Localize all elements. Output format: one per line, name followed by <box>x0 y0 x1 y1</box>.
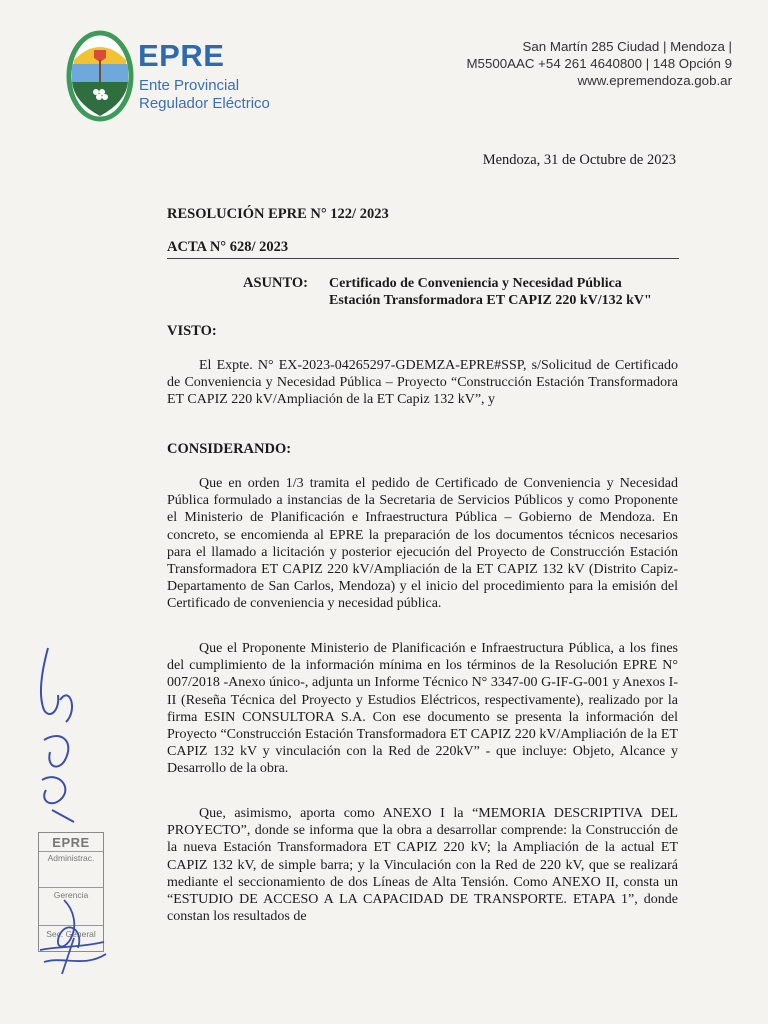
asunto-text <box>329 275 652 309</box>
considerando-paragraph-2: Que el Proponente Ministerio de Planificación e Infraestructura Pública, a los fines del cumplimiento de la información mínima en los términos de la Resolución EPRE N° 007/2018 -Anexo único-, adjunta un Informe Técnico N° 3347-00 G-IF-G-001 y Anexos I-II (Reseña Técnica del Proyecto y Estudios Eléctricos, respectivamente), realizado por la firma ESIN CONSULTORA S.A. Con ese documento se presenta la información del Proyecto “Construcción Estación Transformadora ET CAPIZ 220 kV/Ampliación de la ET CAPIZ 132 kV y vinculación con la Red de 220kV” - que incluye: Objeto, Alcance y Desarrollo de la obra. <box>167 641 678 777</box>
asunto-line2: Estación Transformadora ET CAPIZ 220 kV/132 kV" <box>329 293 652 308</box>
brand-name: EPRE <box>138 38 225 73</box>
resolution-number: RESOLUCIÓN EPRE N° 122/ 2023 <box>167 206 389 222</box>
considerando-paragraph-3: Que, asimismo, aporta como ANEXO I la “MEMORIA DESCRIPTIVA DEL PROYECTO”, donde se informa que la obra a desarrollar comprende: la Construcción de la nueva Estación Transformadora ET CAPIZ 220 kV; la Ampliación de la actual ET CAPIZ 132 kV, de simple barra; y la Vinculación con la Red de 220 kV, que se realizará mediante el seccionamiento de dos Líneas de Alta Tensión. Como ANEXO II, consta un “ESTUDIO DE ACCESO A LA CAPACIDAD DE TRANSPORTE. ETAPA 1”, donde constan los resultados de <box>167 806 678 925</box>
stamp-divider <box>39 887 103 888</box>
stamp-row-gerencia: Gerencia <box>53 890 89 900</box>
asunto-line1: Certificado de Conveniencia y Necesidad Pública <box>329 276 622 291</box>
contact-website: www.epremendoza.gob.ar <box>577 73 732 88</box>
contact-phone: M5500AAC +54 261 4640800 | 148 Opción 9 <box>466 56 732 71</box>
considerando-paragraph-1: Que en orden 1/3 tramita el pedido de Certificado de Conveniencia y Necesidad Pública formulado a instancias de la Secretaria de Servicios Públicos y como Proponente el Ministerio de Planificación e Infraestructura Pública – Gobierno de Mendoza. En concreto, se encomienda al EPRE la preparación de los documentos técnicos necesarios para el llamado a licitación y posterior ejecución del Proyecto de Construcción Estación Transformadora ET CAPIZ 220 kV/Ampliación de la ET CAPIZ 132 kV (Distrito Capiz-Departamento de San Carlos, Mendoza) y el inicio del procedimiento para la emisión del Certificado de conveniencia y necesidad pública. <box>167 476 678 612</box>
header-divider <box>167 258 679 259</box>
stamp-row-secretaria: Sec. General <box>46 929 96 939</box>
acta-number: ACTA N° 628/ 2023 <box>167 239 289 255</box>
visto-heading: VISTO: <box>167 323 217 339</box>
stamp-row-admin: Administrac. <box>47 853 95 863</box>
stamp-divider <box>39 851 103 852</box>
handwritten-signature <box>34 890 114 980</box>
stamp-title: EPRE <box>52 835 90 850</box>
epre-logo <box>66 30 286 122</box>
document-date: Mendoza, 31 de Octubre de 2023 <box>482 152 676 168</box>
contact-block <box>466 38 732 89</box>
considerando-heading: CONSIDERANDO: <box>167 441 292 457</box>
brand-subtitle-line1: Ente Provincial <box>139 77 240 94</box>
mendoza-shield-icon <box>66 30 134 122</box>
handwritten-folio-mark <box>30 640 90 830</box>
asunto-label: ASUNTO: <box>243 275 308 291</box>
contact-address: San Martín 285 Ciudad | Mendoza | <box>522 39 732 54</box>
brand-subtitle-line2: Regulador Eléctrico <box>139 95 270 112</box>
visto-paragraph: El Expte. N° EX-2023-04265297-GDEMZA-EPRE#SSP, s/Solicitud de Certificado de Conveniencia y Necesidad Pública – Proyecto “Construcción Estación Transformadora ET CAPIZ 220 kV/Ampliación de la ET Capiz 132 kV”, y <box>167 358 678 408</box>
